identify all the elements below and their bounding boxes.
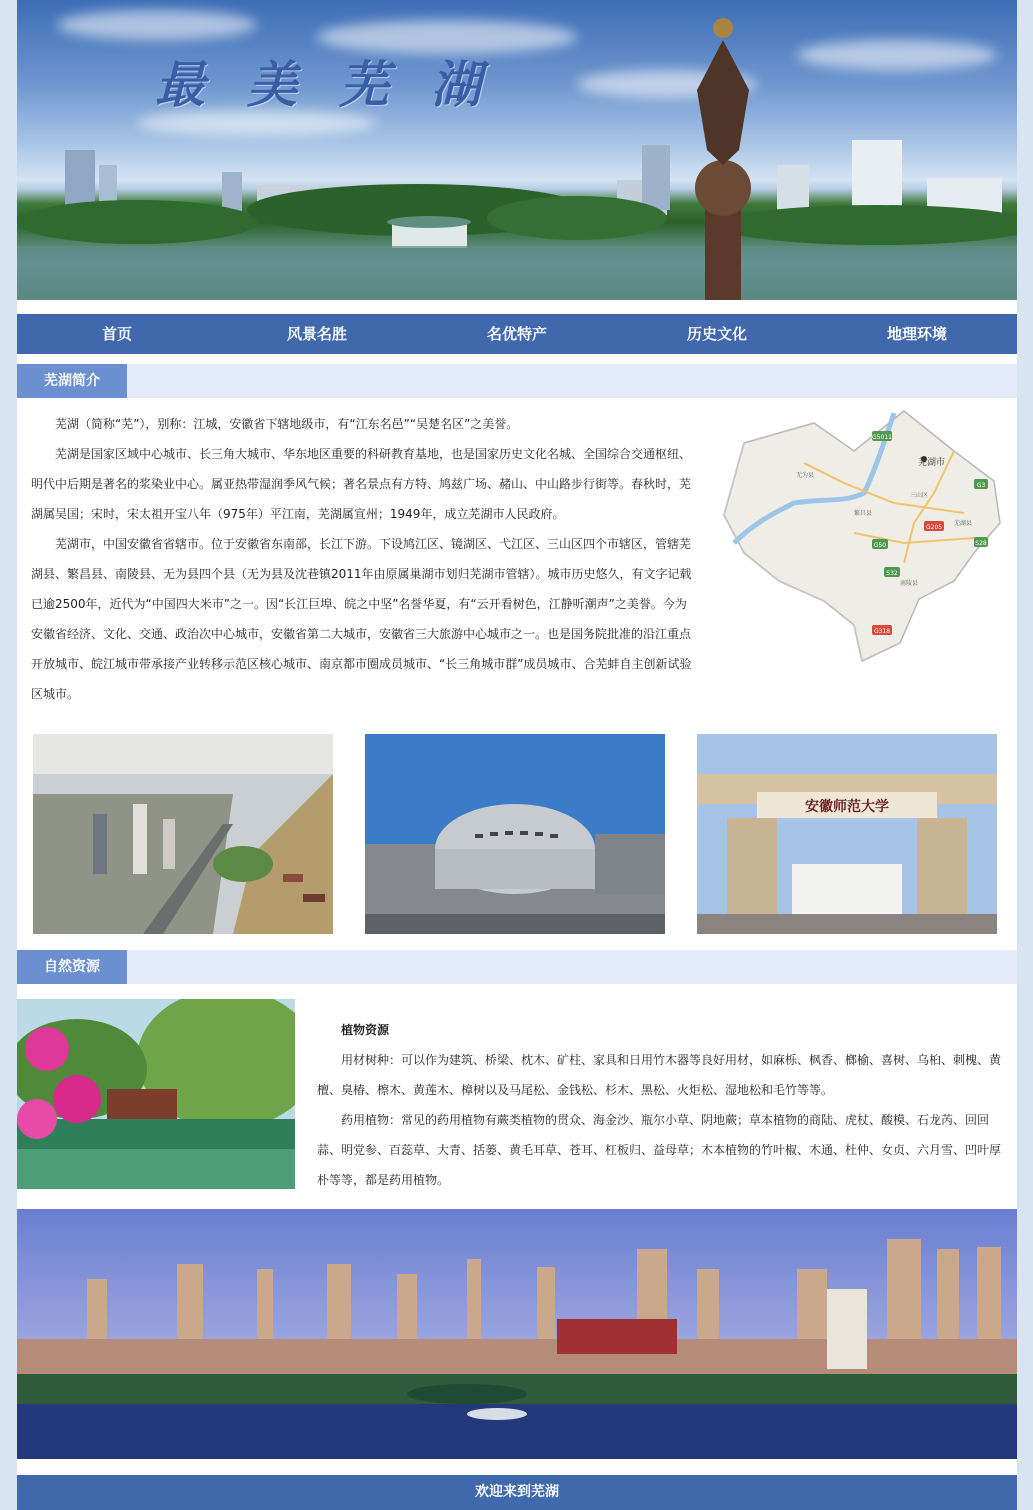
nature-paragraph: 药用植物：常见的药用植物有蕨类植物的贯众、海金沙、瓶尔小草、阴地蕨；草本植物的商陆、虎杖、酸模、石龙芮、回回蒜、明党参、百蕊草、大青、括蒌、黄毛耳草、苍耳、杠板归、益母草；木本植物的竹叶椒、木通、杜仲、女贞、六月雪、凹叶厚朴等等，都是药用植物。: [317, 1113, 1002, 1187]
map-road-label: S32: [886, 570, 898, 577]
nature-section-tab: 自然资源: [17, 950, 127, 984]
map-place-label: 无为县: [796, 472, 815, 479]
map-place-label: 芜湖县: [954, 520, 973, 527]
map-place-label: 三山区: [910, 492, 929, 499]
nature-text: [317, 1015, 1007, 1195]
photo-lake-flowers: [17, 999, 295, 1189]
intro-text: [31, 409, 693, 709]
nature-subheading: 植物资源: [341, 1023, 390, 1037]
nav-item-specialties[interactable]: 名优特产: [486, 325, 547, 343]
intro-section-tab: 芜湖简介: [17, 364, 127, 398]
intro-paragraph: 芜湖市，中国安徽省省辖市。位于安徽省东南部，长江下游。下设鸠江区、镜湖区、弋江区、三山区四个市辖区，管辖芜湖县、繁昌县、南陵县、无为县四个县（无为县及沈巷镇2011年由原属巢湖市划归芜湖市管辖）。城市历史悠久，有文字记载已逾2500年，近代为“中国四大米市”之一。因“长江巨埠、皖之中坚”名誉华夏，有“云开看树色，江静听潮声”之美誉。今为安徽省经济、文化、交通、政治次中心城市，安徽省第二大城市，安徽省三大旅游中心城市之一。也是国务院批准的沿江重点开放城市、皖江城市带承接产业转移示范区核心城市、南京都市圈成员城市、“长三角城市群”成员城市、合芜蚌自主创新试验区城市。: [31, 537, 692, 701]
university-sign-text: 安徽师范大学: [805, 799, 889, 815]
map-place-label: 南陵县: [900, 580, 919, 587]
intro-paragraph: 芜湖（简称“芜”），别称：江城，安徽省下辖地级市，有“江东名邑”“吴楚名区”之美誉。: [55, 417, 519, 431]
main-nav: [17, 314, 1017, 354]
nav-item-scenic-spots[interactable]: 风景名胜: [286, 325, 347, 343]
nav-item-history-culture[interactable]: 历史文化: [686, 325, 747, 343]
photo-city-aerial: [33, 734, 333, 934]
nav-item-geography[interactable]: 地理环境: [886, 325, 947, 343]
nav-item-home[interactable]: 首页: [101, 325, 132, 343]
photo-university-gate: [697, 734, 997, 934]
map-road-label: S28: [975, 540, 987, 547]
nature-section-bar: [17, 950, 1017, 984]
map-road-label: G3: [976, 482, 986, 489]
map-road-label: G205: [925, 524, 943, 531]
photo-city-panorama: [17, 1209, 1017, 1459]
banner-title: 最美芜湖: [155, 55, 523, 114]
nature-paragraph: 用材树种：可以作为建筑、桥梁、枕木、矿柱、家具和日用竹木器等良好用材，如麻栎、枫香、榔榆、喜树、乌桕、刺槐、黄檀、臭椿、檫木、黄莲木、樟树以及马尾松、金钱松、杉木、黑松、火炬松、湿地松和毛竹等等。: [317, 1053, 1002, 1097]
intro-paragraph: 芜湖是国家区域中心城市、长三角大城市、华东地区重要的科研教育基地，也是国家历史文化名城、全国综合交通枢纽、明代中后期是著名的浆染业中心。属亚热带湿润季风气候；著名景点有方特、鸠兹广场、赭山、中山路步行街等。春秋时，芜湖属吴国；宋时，宋太祖开宝八年（975年）平江南，芜湖属宣州；1949年，成立芜湖市人民政府。: [31, 447, 692, 521]
intro-section-bar: [17, 364, 1017, 398]
banner: [17, 0, 1017, 300]
map-road-label: G318: [873, 628, 891, 635]
map-road-label: G5011: [872, 434, 892, 441]
map-road-label: G50: [873, 542, 887, 549]
page: [17, 0, 1017, 1510]
photo-grand-theater: [365, 734, 665, 934]
map-city-label: 芜湖市: [918, 458, 946, 468]
footer-bar: 欢迎来到芜湖: [17, 1475, 1017, 1510]
map-place-label: 繁昌县: [854, 510, 873, 517]
wuhu-map-image: [704, 403, 1004, 665]
